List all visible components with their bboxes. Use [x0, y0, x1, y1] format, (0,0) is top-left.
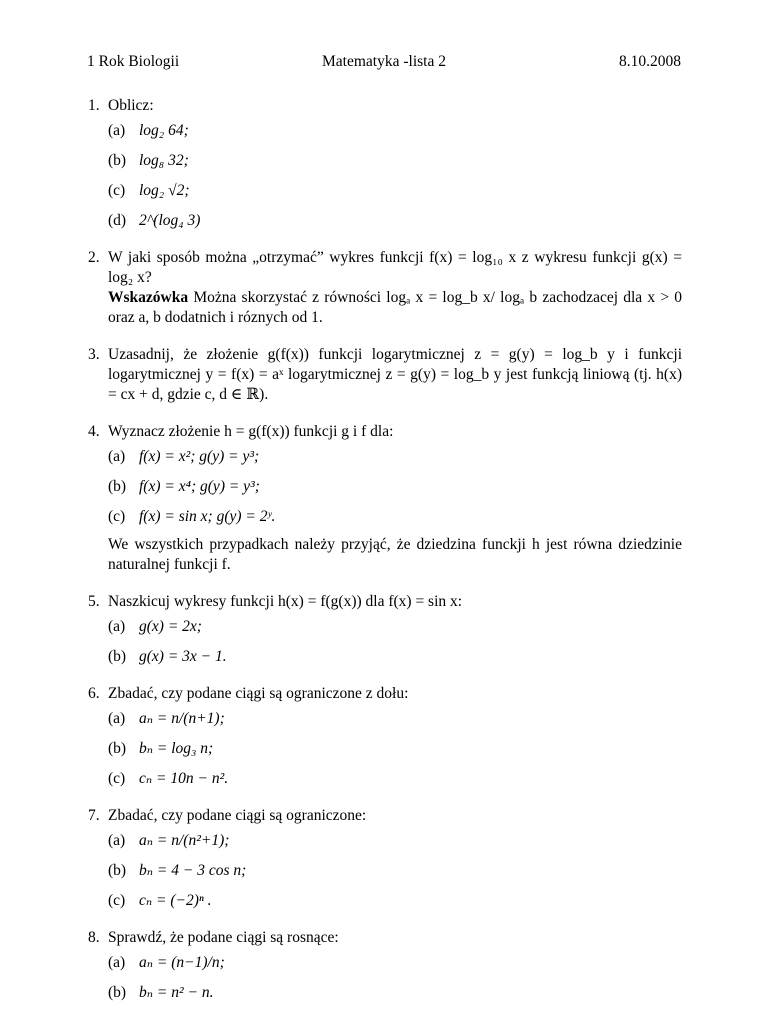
subitem-list — [108, 121, 682, 231]
subitem-expression: f(x) = sin x; g(y) = 2ʸ. — [139, 508, 276, 525]
subitem-expression: bₙ = log₃ n; — [139, 740, 214, 757]
subitem — [108, 211, 682, 231]
subitem-label: (a) — [108, 832, 126, 849]
subitem-list — [108, 617, 682, 667]
subitem — [108, 647, 682, 667]
problem-number: 1. — [88, 97, 100, 114]
subitem-expression: 2^(log₄ 3) — [139, 212, 201, 229]
subitem — [108, 891, 682, 911]
subitem-list — [108, 709, 682, 789]
problem-number: 8. — [88, 929, 100, 946]
problem-6 — [88, 684, 682, 789]
problem-4 — [88, 422, 682, 575]
subitem-label: (c) — [108, 770, 126, 787]
subitem-label: (a) — [108, 122, 126, 139]
subitem-label: (a) — [108, 618, 126, 635]
subitem-expression: g(x) = 3x − 1. — [139, 648, 227, 665]
header-title: Matematyka -lista 2 — [322, 53, 446, 70]
problem-number: 3. — [88, 346, 100, 363]
subitem — [108, 447, 682, 467]
subitem-expression: aₙ = (n−1)/n; — [139, 954, 225, 971]
subitem-expression: f(x) = x²; g(y) = y³; — [139, 448, 260, 465]
subitem-expression: cₙ = 10n − n². — [139, 770, 229, 787]
page-header — [87, 53, 681, 73]
subitem — [108, 507, 682, 527]
subitem-expression: g(x) = 2x; — [139, 618, 202, 635]
problem-text: Naszkicuj wykresy funkcji h(x) = f(g(x)) dla f(x) = sin x: — [108, 593, 463, 610]
subitem — [108, 861, 682, 881]
problem-7 — [88, 806, 682, 911]
hint-label: Wskazówka — [108, 289, 189, 306]
problem-text: Sprawdź, że podane ciągi są rosnące: — [108, 929, 339, 946]
subitem — [108, 181, 682, 201]
subitem-label: (c) — [108, 508, 126, 525]
subitem-label: (b) — [108, 152, 127, 169]
problem-2 — [88, 248, 682, 328]
subitem-label: (b) — [108, 648, 127, 665]
problem-note: We wszystkich przypadkach należy przyjąć, że dziedzina funckji h jest równa dziedzinie naturalnej funkcji f. — [108, 536, 682, 573]
subitem — [108, 831, 682, 851]
problem-number: 6. — [88, 685, 100, 702]
subitem-expression: bₙ = 4 − 3 cos n; — [139, 862, 247, 879]
subitem-expression: log₂ √2; — [139, 182, 190, 199]
problem-text: Wyznacz złożenie h = g(f(x)) funkcji g i f dla: — [108, 423, 394, 440]
subitem — [108, 477, 682, 497]
subitem — [108, 739, 682, 759]
subitem — [108, 709, 682, 729]
subitem-expression: cₙ = (−2)ⁿ . — [139, 892, 212, 909]
subitem-expression: aₙ = n/(n+1); — [139, 710, 225, 727]
problem-5 — [88, 592, 682, 667]
subitem-label: (a) — [108, 954, 126, 971]
subitem-label: (a) — [108, 710, 126, 727]
subitem — [108, 151, 682, 171]
subitem-label: (b) — [108, 862, 127, 879]
subitem-label: (c) — [108, 182, 126, 199]
hint-line — [108, 288, 682, 328]
subitem — [108, 769, 682, 789]
subitem-label: (b) — [108, 478, 127, 495]
problem-text: Oblicz: — [108, 97, 154, 114]
problem-text: Zbadać, czy podane ciągi są ograniczone: — [108, 807, 367, 824]
subitem-label: (b) — [108, 740, 127, 757]
subitem-list — [108, 831, 682, 911]
problem-text: W jaki sposób można „otrzymać” wykres funkcji f(x) = log₁₀ x z wykresu funkcji g(x) = log₂ x? — [108, 249, 682, 286]
subitem-list — [108, 447, 682, 527]
subitem-expression: aₙ = n/(n²+1); — [139, 832, 230, 849]
header-date: 8.10.2008 — [619, 53, 681, 70]
subitem-label: (b) — [108, 984, 127, 1001]
problem-number: 4. — [88, 423, 100, 440]
subitem-expression: f(x) = x⁴; g(y) = y³; — [139, 478, 260, 495]
problem-list — [88, 96, 682, 1020]
header-course: 1 Rok Biologii — [87, 53, 180, 70]
problem-number: 7. — [88, 807, 100, 824]
hint-text: Można skorzystać z równości logₐ x = log_b x/ logₐ b zachodzacej dla x > 0 oraz a, b dodatnich i róznych od 1. — [108, 289, 683, 326]
problem-text: Zbadać, czy podane ciągi są ograniczone z dołu: — [108, 685, 409, 702]
problem-text: Uzasadnij, że złożenie g(f(x)) funkcji logarytmicznej z = g(y) = log_b y i funkcji logarytmicznej y = f(x) = aˣ logarytmicznej z = g(y) = log_b y jest funkcją liniową (tj. h(x) = cx + d, gdzie c, d ∈ ℝ). — [108, 346, 682, 403]
subitem-expression: log₈ 32; — [139, 152, 189, 169]
problem-number: 5. — [88, 593, 100, 610]
problem-8 — [88, 928, 682, 1003]
subitem-label: (a) — [108, 448, 126, 465]
subitem-expression: log₂ 64; — [139, 122, 189, 139]
subitem-label: (d) — [108, 212, 127, 229]
problem-1 — [88, 96, 682, 231]
subitem — [108, 983, 682, 1003]
subitem-list — [108, 953, 682, 1003]
subitem — [108, 617, 682, 637]
problem-3 — [88, 345, 682, 405]
subitem — [108, 953, 682, 973]
subitem-expression: bₙ = n² − n. — [139, 984, 214, 1001]
problem-number: 2. — [88, 249, 100, 266]
subitem — [108, 121, 682, 141]
subitem-label: (c) — [108, 892, 126, 909]
